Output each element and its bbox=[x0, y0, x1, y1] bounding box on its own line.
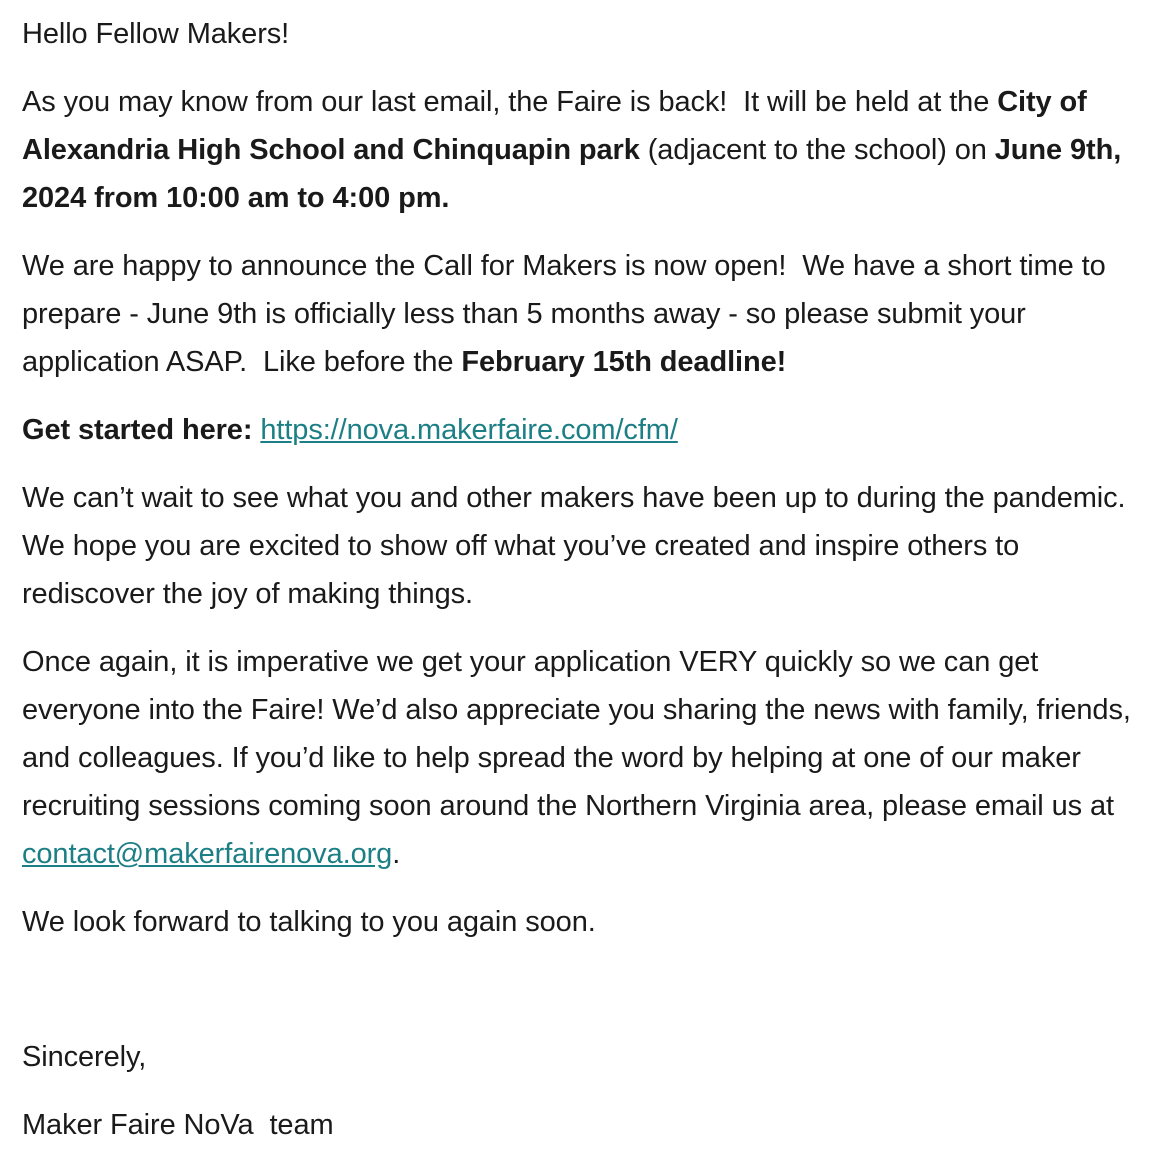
venue-name: City of Alexandria High School and Chinquapin park bbox=[22, 86, 1094, 166]
pandemic-paragraph bbox=[22, 474, 1152, 618]
get-started-label: Get started here: bbox=[22, 414, 253, 446]
closing-paragraph bbox=[22, 898, 1152, 946]
announcement-text-middle: (adjacent to the school) on bbox=[639, 134, 995, 166]
imperative-text: Once again, it is imperative we get your application VERY quickly so we can get everyone into the Faire! We’d also appreciate you sharing the news with family, friends, and colleagues. If you’d like to help spread the word by helping at one of our maker recruiting sessions coming soon around the Northern Virginia area, please email us at bbox=[22, 646, 1139, 822]
imperative-paragraph bbox=[22, 638, 1152, 878]
imperative-text-end: . bbox=[392, 838, 401, 870]
pandemic-text: We can’t wait to see what you and other makers have been up to during the pandemic. We hope you are excited to show off what you’ve created and inspire others to rediscover the joy of making things. bbox=[22, 482, 1134, 610]
event-date-time: June 9th, 2024 from 10:00 am to 4:00 pm. bbox=[22, 134, 1130, 214]
deadline-text: February 15th deadline! bbox=[461, 346, 787, 378]
signoff-text: Sincerely, bbox=[22, 1041, 147, 1073]
cfm-link[interactable]: https://nova.makerfaire.com/cfm/ bbox=[260, 414, 678, 446]
email-body bbox=[22, 10, 1152, 1169]
call-for-makers-paragraph bbox=[22, 242, 1152, 386]
event-announcement-paragraph bbox=[22, 78, 1152, 222]
get-started-paragraph bbox=[22, 406, 1152, 454]
call-for-makers-text: We are happy to announce the Call for Makers is now open! We have a short time to prepare - June 9th is officially less than 5 months away - so please submit your application ASAP. Like before the bbox=[22, 250, 1114, 378]
announcement-text-start: As you may know from our last email, the Faire is back! It will be held at the bbox=[22, 86, 998, 118]
greeting bbox=[22, 10, 1152, 58]
contact-email-link[interactable]: contact@makerfairenova.org bbox=[22, 838, 393, 870]
signature-text: Maker Faire NoVa team bbox=[22, 1109, 334, 1141]
signoff bbox=[22, 1033, 1152, 1081]
greeting-text: Hello Fellow Makers! bbox=[22, 18, 290, 50]
signature bbox=[22, 1101, 1152, 1149]
closing-text: We look forward to talking to you again soon. bbox=[22, 906, 596, 938]
